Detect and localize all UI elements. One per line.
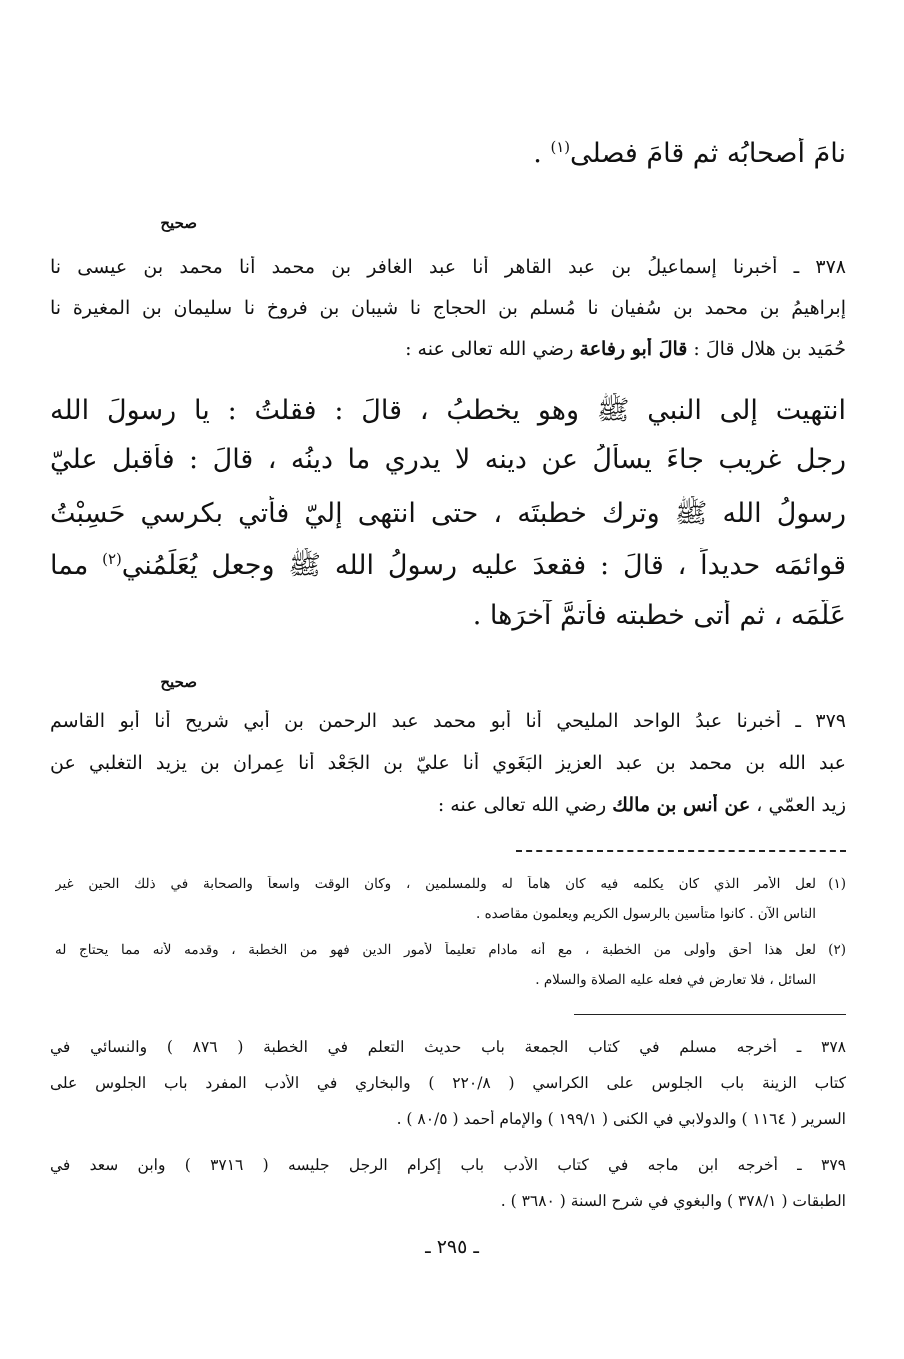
page-number: ـ ٢٩٥ ـ	[425, 1236, 479, 1258]
isnad-378-part-c: رضي الله تعالى عنه :	[405, 338, 580, 360]
takhrij-378-line-1: ٣٧٨ ـ أخرجه مسلم في كتاب الجمعة باب حديث التعلم في الخطبة ( ٨٧٦ ) والنسائي في	[50, 1038, 846, 1056]
footnote-2-line-2: السائل ، فلا تعارض في فعله عليه الصلاة والسلام .	[535, 972, 816, 988]
isnad-378-part-a: حُمَيد بن هلال قالَ :	[687, 338, 846, 360]
grade-label-2: صحيح	[160, 673, 197, 691]
continuation-line	[50, 138, 846, 169]
takhrij-378-line-2: كتاب الزينة باب الجلوس على الكراسي ( ٢٢٠/٨ ) والبخاري في الأدب المفرد باب الجلوس على	[50, 1074, 846, 1092]
isnad-379-part-a: زيد العمّي ،	[750, 794, 846, 816]
footnote-ref-2: (٢)	[102, 550, 122, 568]
footnote-2-line-1: لعل هذا أحق وأولى من الخطبة ، مع أنه مادام تعليماً لأمور الدين فهو من الخطبة ، وقدمه لأنه مما يحتاج له	[55, 942, 816, 958]
matn-378-line-4-text: قوائمَه حديداً ، قالَ : فقعدَ عليه رسولُ الله ﷺ وجعل يُعَلِّمُني	[121, 550, 846, 581]
matn-378-line-4	[50, 548, 846, 588]
footnote-1-line-1: لعل الأمر الذي كان يكلمه فيه كان هاماً له وللمسلمين ، وكان الوقت واسعاً والصحابة في ذلك الحين غير	[55, 876, 816, 892]
matn-378-line-2: رجل غريب جاءَ يسألُ عن دينه لا يدري ما دينُه ، قالَ : فأقبل عليّ	[50, 444, 846, 475]
takhrij-379-line-2: الطبقات ( ٣٧٨/١ ) والبغوي في شرح السنة ( ٣٦٨٠ ) .	[500, 1192, 846, 1210]
matn-378-line-1: انتهيت إلى النبي ﷺ وهو يخطبُ ، قالَ : فقلتُ : يا رسولَ الله	[50, 395, 846, 426]
matn-378-line-5: عَلَّمَه ، ثم أتى خطبته فأتمَّ آخرَها .	[472, 600, 846, 631]
footnote-separator	[516, 850, 846, 852]
continuation-end: .	[533, 138, 551, 169]
isnad-379-line-3	[50, 794, 846, 816]
narrator-abu-rifaa: قالَ أبو رفاعة	[579, 338, 688, 360]
takhrij-378-line-3: السرير ( ١١٦٤ ) والدولابي في الكنى ( ١٩٩/١ ) والإمام أحمد ( ٨٠/٥ ) .	[396, 1110, 846, 1128]
grade-label-1: صحيح	[160, 214, 197, 232]
continuation-text: نامَ أصحابُه ثم قامَ فصلى	[570, 138, 846, 169]
isnad-379-line-1: ٣٧٩ ـ أخبرنا عبدُ الواحد المليحي أنا أبو محمد عبد الرحمن بن أبي شريح أنا أبو القاسم	[50, 710, 846, 732]
takhrij-separator	[574, 1014, 846, 1015]
footnote-1-number: (١)	[828, 876, 846, 892]
isnad-378-line-3	[50, 338, 846, 360]
footnote-ref-1: (١)	[550, 138, 571, 156]
isnad-379-part-c: رضي الله تعالى عنه :	[437, 794, 613, 816]
isnad-378-line-2: إبراهيمُ بن محمد بن سُفيان نا مُسلم بن الحجاج نا شيبان بن فروخ نا سليمان بن المغيرة نا	[50, 297, 846, 319]
matn-378-line-3: رسولُ الله ﷺ وترك خطبتَه ، حتى انتهى إليّ فأُتي بكرسي حَسِبْتُ	[50, 498, 846, 529]
isnad-379-line-2: عبد الله بن محمد بن عبد العزيز البَغَوي أنا عليّ بن الجَعْد أنا عِمران بن يزيد التغلبي عن	[50, 752, 846, 774]
matn-378-line-4-end: مما	[50, 550, 103, 581]
narrator-anas: عن أنس بن مالك	[612, 794, 751, 816]
isnad-378-line-1: ٣٧٨ ـ أخبرنا إسماعيلُ بن عبد القاهر أنا عبد الغافر بن محمد أنا محمد بن عيسى نا	[50, 256, 846, 278]
footnote-2-number: (٢)	[828, 942, 846, 958]
footnote-1-line-2: الناس الآن . كانوا متأسين بالرسول الكريم ويعلمون مقاصده .	[476, 906, 816, 922]
takhrij-379-line-1: ٣٧٩ ـ أخرجه ابن ماجه في كتاب الأدب باب إكرام الرجل جليسه ( ٣٧١٦ ) وابن سعد في	[50, 1156, 846, 1174]
